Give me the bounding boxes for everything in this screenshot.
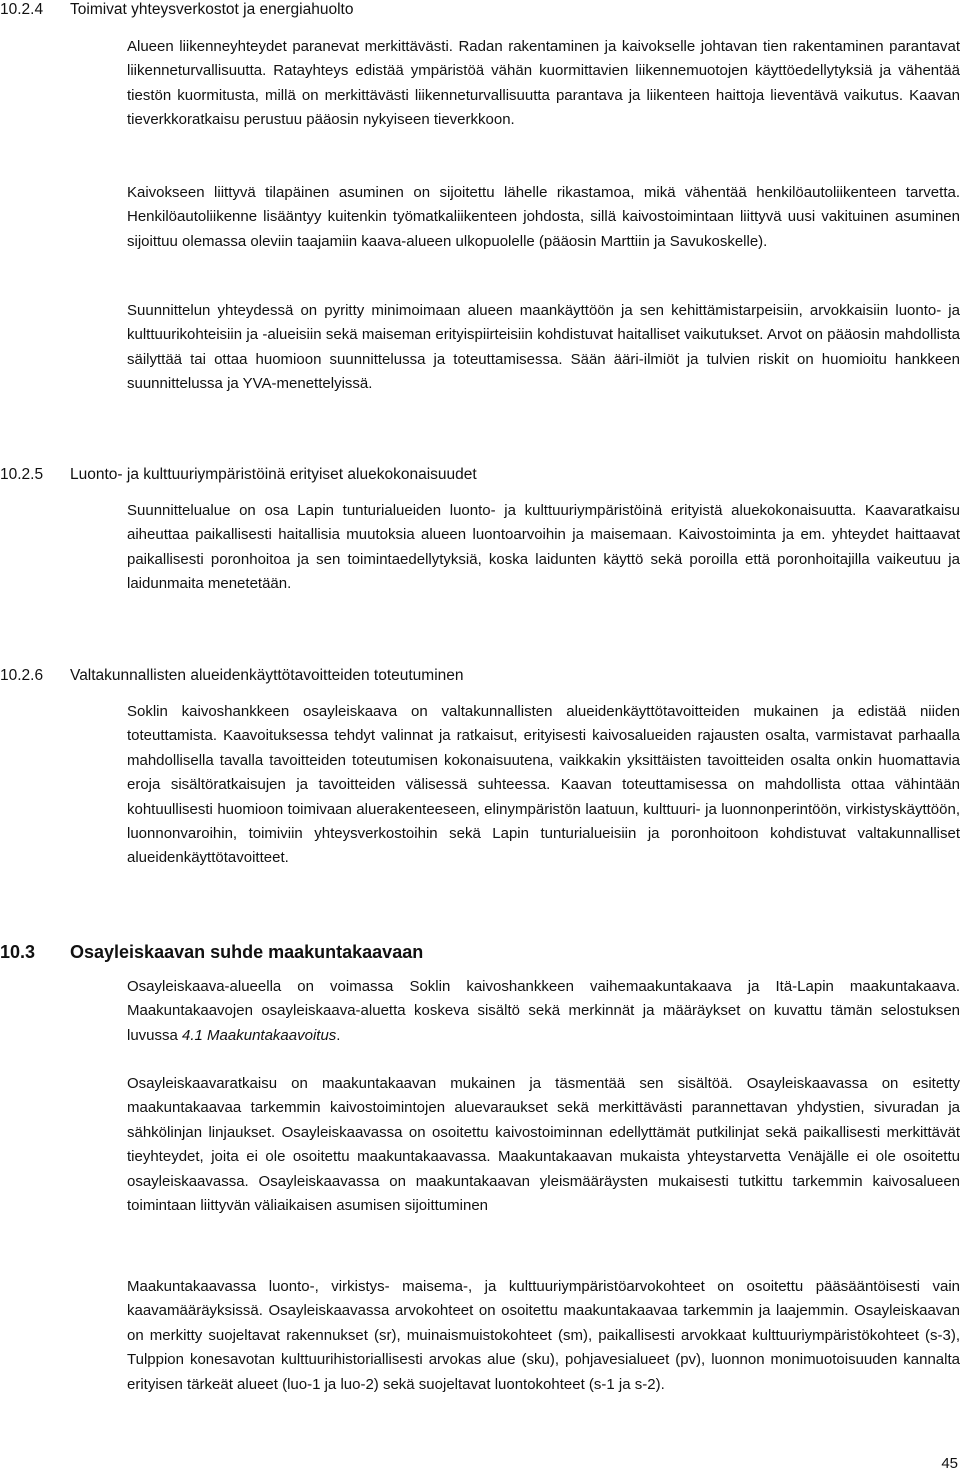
paragraph-text: Osayleiskaava-alueella on voimassa Soklin kaivoshankkeen vaihemaakuntakaava ja Itä-Lapin maakuntakaava. Maakuntakaavojen osayleiskaava-aluetta koskeva sisältö sekä merkinnät ja määräykset on kuvattu tämän selostuksen luvussa [127, 978, 960, 1044]
section-title: Luonto- ja kulttuuriympäristöinä erityiset aluekokonaisuudet [70, 466, 477, 483]
paragraph: Soklin kaivoshankkeen osayleiskaava on valtakunnallisten alueidenkäyttötavoitteiden mukainen ja edistää niiden toteuttamista. Kaavoituksessa tehdyt valinnat ja ratkaisut, erityisesti kaivosalueiden rajausten osalta, varmistavat parhaalla mahdollisella tavalla tavoitteiden toteutumisen kokonaisuutena, vaikkakin yksittäisten tavoitteiden osalta onkin huomattavia eroja sisältöratkaisujen ja tavoitteiden välisessä suhteessa. Kaavan toteuttamisessa on mahdollista ottaa vähintään kohtuullisesti huomioon toimivaan aluerakenteeseen, elinympäristön laatuun, kulttuuri- ja luonnonperintöön, virkistyskäyttöön, luonnonvaroihin, toimiviin yhteysverkostoihin sekä Lapin tunturialueisiin ja poronhoitoon kohdistuvat valtakunnalliset alueidenkäyttötavoitteet. [127, 703, 960, 867]
section-number: 10.2.5 [0, 466, 44, 483]
section-heading-10-2-4 [0, 1, 353, 19]
chapter-reference: 4.1 Maakuntakaavoitus [182, 1026, 337, 1044]
paragraph: Kaivokseen liittyvä tilapäinen asuminen on sijoitettu lähelle rikastamoa, mikä vähentää henkilöautoliikenteen tarvetta. Henkilöautoliikenne lisääntyy kuitenkin työmatkaliikenteen johdosta, sillä kaivostoimintaan liittyvä uusi vakituinen asuminen sijoittuu olemassa oleviin taajamiin kaava-alueen ulkopuolelle (pääosin Marttiin ja Savukoskelle). [127, 184, 960, 250]
section-title: Valtakunnallisten alueidenkäyttötavoitteiden toteutuminen [70, 667, 464, 684]
section-number: 10.3 [0, 942, 36, 962]
paragraph: Osayleiskaavaratkaisu on maakuntakaavan mukainen ja täsmentää sen sisältöä. Osayleiskaavassa on esitetty maakuntakaavaa tarkemmin kaivostoimintojen aluevaraukset sekä merkittävästi parannettavan yhdystien, sivuradan ja sähkölinjan linjaukset. Osayleiskaavassa on osoitettu kaivostoiminnan edellyttämät putkilinjat sekä paikallisesti merkittävät tieyhteydet, joita ei ole osoitettu maakuntakaavassa. Maakuntakaavan mukaista yhteystarvetta Venäjälle ei ole osoitettu osayleiskaavassa. Osayleiskaavassa on maakuntakaavan yleismääräysten mukaisesti tutkittu tarkemmin kaivosalueen toimintaan liittyvän väliaikaisen asumisen sijoittuminen [127, 1075, 960, 1215]
section-number: 10.2.6 [0, 667, 44, 684]
section-number: 10.2.4 [0, 1, 44, 18]
paragraph: Suunnittelun yhteydessä on pyritty minimoimaan alueen maankäyttöön ja sen kehittämistarpeisiin, arvokkaisiin luonto- ja kulttuurikohteisiin ja -alueisiin sekä maiseman erityispiirteisiin kohdistuvat haitalliset vaikutukset. Arvot on pääosin mahdollista säilyttää tai ottaa huomioon suunnittelussa ja toteuttamisessa. Sään ääri-ilmiöt ja tulvien riskit on huomioitu hankkeen suunnittelussa ja YVA-menettelyissä. [127, 302, 960, 393]
paragraph [127, 975, 960, 1048]
paragraph: Suunnittelualue on osa Lapin tunturialueiden luonto- ja kulttuuriympäristöinä erityistä aluekokonaisuutta. Kaavaratkaisu aiheuttaa paikallisesti haitallisia muutoksia alueen luontoarvoihin ja maisemaan. Kaivostoiminta ja em. yhteydet haittaavat paikallisesti poronhoitoa ja sen toimintaedellytyksiä, koska laidunten käyttö sekä poroilla että poronhoitajilla vaikeutuu ja laidunmaita menetetään. [127, 502, 960, 593]
page-number: 45 [941, 1455, 958, 1472]
section-title: Osayleiskaavan suhde maakuntakaavaan [70, 942, 424, 962]
paragraph: Alueen liikenneyhteydet paranevat merkittävästi. Radan rakentaminen ja kaivokselle johtavan tien rakentaminen parantavat liikenneturvallisuutta. Ratayhteys edistää ympäristöä vähän kuormittavien liikennemuotojen käyttöedellytyksiä ja vähentää tiestön kuormitusta, millä on merkittävästi liikenneturvallisuutta parantava ja liikenteen haittoja lieventävä vaikutus. Kaavan tieverkkoratkaisu perustuu pääosin nykyiseen tieverkkoon. [127, 38, 960, 129]
section-heading-10-2-5 [0, 466, 477, 484]
section-heading-10-2-6 [0, 667, 464, 685]
paragraph: Maakuntakaavassa luonto-, virkistys- maisema-, ja kulttuuriympäristöarvokohteet on osoitettu pääsääntöisesti vain kaavamääräyksissä. Osayleiskaavassa arvokohteet on osoitettu maakuntakaavaa tarkemmin ja laajemmin. Osayleiskaavan on merkitty suojeltavat rakennukset (sr), muinaismuistokohteet (sm), paikallisesti arvokkaat kulttuuriympäristökohteet (s-3), Tulppion konesavotan kulttuurihistoriallisesti arvokas alue (sku), pohjavesialueet (pv), luonnon monimuotoisuuden kannalta erityisen tärkeät alueet (luo-1 ja luo-2) sekä suojeltavat luontokohteet (s-1 ja s-2). [127, 1278, 960, 1393]
reference-end: . [336, 1026, 341, 1044]
section-title: Toimivat yhteysverkostot ja energiahuolto [70, 1, 354, 18]
section-heading-10-3 [0, 942, 423, 963]
